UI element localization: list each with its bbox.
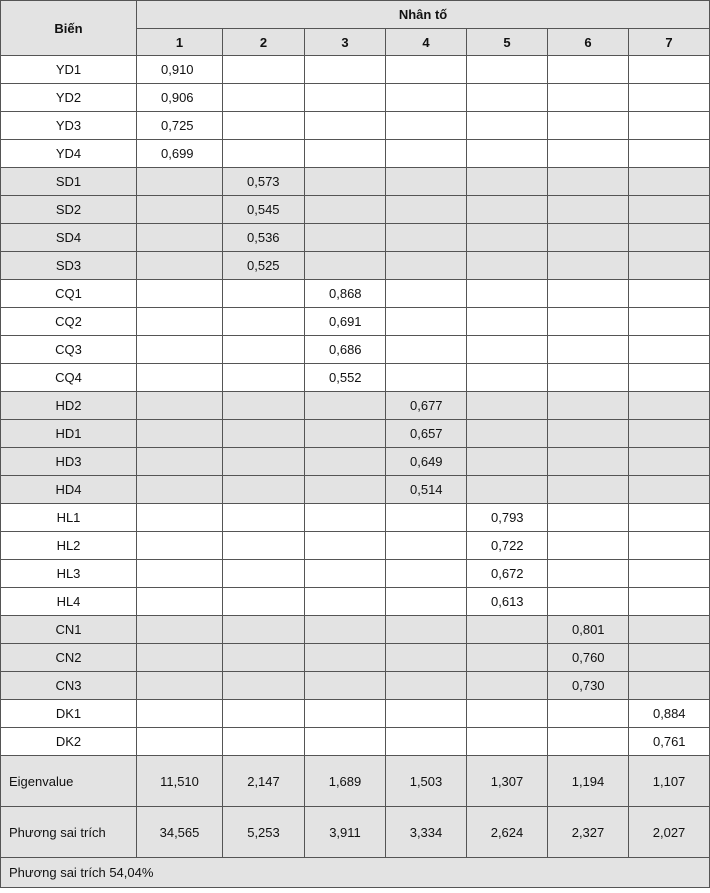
table-row — [1, 84, 710, 112]
empty-cell — [137, 644, 223, 672]
empty-cell — [137, 280, 223, 308]
summary-cell: 2,027 — [629, 807, 710, 858]
empty-cell — [137, 504, 223, 532]
variable-name: SD1 — [1, 168, 137, 196]
empty-cell — [548, 308, 629, 336]
summary-cell: 1,107 — [629, 756, 710, 807]
empty-cell — [629, 84, 710, 112]
empty-cell — [629, 252, 710, 280]
empty-cell — [548, 56, 629, 84]
variable-name: YD4 — [1, 140, 137, 168]
empty-cell — [467, 672, 548, 700]
empty-cell — [137, 364, 223, 392]
empty-cell — [223, 420, 305, 448]
empty-cell — [386, 700, 467, 728]
empty-cell — [386, 336, 467, 364]
empty-cell — [467, 196, 548, 224]
loading-value: 0,761 — [629, 728, 710, 756]
empty-cell — [386, 504, 467, 532]
empty-cell — [305, 448, 386, 476]
variable-name: CN2 — [1, 644, 137, 672]
empty-cell — [386, 252, 467, 280]
table-row — [1, 588, 710, 616]
table-row — [1, 700, 710, 728]
header-row-1 — [1, 1, 710, 29]
empty-cell — [548, 336, 629, 364]
empty-cell — [223, 504, 305, 532]
empty-cell — [137, 196, 223, 224]
empty-cell — [223, 140, 305, 168]
empty-cell — [629, 616, 710, 644]
empty-cell — [548, 476, 629, 504]
empty-cell — [467, 448, 548, 476]
loading-value: 0,657 — [386, 420, 467, 448]
table-row — [1, 616, 710, 644]
loading-value: 0,906 — [137, 84, 223, 112]
summary-row-eigenvalue — [1, 756, 710, 807]
loading-value: 0,677 — [386, 392, 467, 420]
empty-cell — [548, 392, 629, 420]
summary-cell: 1,194 — [548, 756, 629, 807]
empty-cell — [548, 364, 629, 392]
empty-cell — [629, 308, 710, 336]
summary-cell: 3,911 — [305, 807, 386, 858]
empty-cell — [386, 56, 467, 84]
table-row — [1, 56, 710, 84]
summary-label: Phương sai trích — [1, 807, 137, 858]
summary-cell: 2,327 — [548, 807, 629, 858]
loading-value: 0,801 — [548, 616, 629, 644]
variable-name: HD1 — [1, 420, 137, 448]
table-row — [1, 308, 710, 336]
nhanto-header: Nhân tố — [137, 1, 710, 29]
empty-cell — [137, 308, 223, 336]
table-row — [1, 252, 710, 280]
empty-cell — [386, 140, 467, 168]
empty-cell — [386, 364, 467, 392]
empty-cell — [137, 420, 223, 448]
empty-cell — [548, 84, 629, 112]
empty-cell — [305, 476, 386, 504]
empty-cell — [386, 672, 467, 700]
empty-cell — [467, 224, 548, 252]
factor-header: 3 — [305, 29, 386, 56]
empty-cell — [223, 588, 305, 616]
variable-name: HL2 — [1, 532, 137, 560]
factor-header: 5 — [467, 29, 548, 56]
factor-header: 1 — [137, 29, 223, 56]
empty-cell — [467, 336, 548, 364]
empty-cell — [548, 280, 629, 308]
empty-cell — [223, 364, 305, 392]
variable-name: CQ2 — [1, 308, 137, 336]
empty-cell — [467, 252, 548, 280]
empty-cell — [137, 252, 223, 280]
loading-value: 0,573 — [223, 168, 305, 196]
loading-value: 0,699 — [137, 140, 223, 168]
empty-cell — [305, 84, 386, 112]
empty-cell — [223, 336, 305, 364]
loading-value: 0,545 — [223, 196, 305, 224]
empty-cell — [305, 700, 386, 728]
empty-cell — [386, 728, 467, 756]
factor-header: 6 — [548, 29, 629, 56]
empty-cell — [137, 616, 223, 644]
empty-cell — [548, 112, 629, 140]
loading-value: 0,514 — [386, 476, 467, 504]
empty-cell — [305, 252, 386, 280]
empty-cell — [223, 616, 305, 644]
empty-cell — [629, 364, 710, 392]
empty-cell — [467, 280, 548, 308]
empty-cell — [548, 140, 629, 168]
empty-cell — [386, 532, 467, 560]
empty-cell — [223, 644, 305, 672]
loading-value: 0,884 — [629, 700, 710, 728]
table-row — [1, 196, 710, 224]
empty-cell — [548, 420, 629, 448]
empty-cell — [223, 392, 305, 420]
empty-cell — [223, 448, 305, 476]
bien-header: Biến — [1, 1, 137, 56]
empty-cell — [305, 504, 386, 532]
loading-value: 0,691 — [305, 308, 386, 336]
variable-name: YD1 — [1, 56, 137, 84]
empty-cell — [137, 700, 223, 728]
empty-cell — [305, 392, 386, 420]
table-row — [1, 672, 710, 700]
loading-value: 0,525 — [223, 252, 305, 280]
empty-cell — [548, 588, 629, 616]
empty-cell — [305, 56, 386, 84]
table-row — [1, 448, 710, 476]
empty-cell — [386, 588, 467, 616]
empty-cell — [629, 392, 710, 420]
footer-row — [1, 858, 710, 888]
empty-cell — [305, 420, 386, 448]
variable-name: HD2 — [1, 392, 137, 420]
empty-cell — [629, 420, 710, 448]
empty-cell — [548, 700, 629, 728]
summary-cell: 5,253 — [223, 807, 305, 858]
empty-cell — [548, 504, 629, 532]
empty-cell — [305, 644, 386, 672]
table-row — [1, 224, 710, 252]
empty-cell — [467, 700, 548, 728]
variable-name: SD2 — [1, 196, 137, 224]
empty-cell — [137, 168, 223, 196]
summary-cell: 1,689 — [305, 756, 386, 807]
empty-cell — [467, 392, 548, 420]
empty-cell — [305, 588, 386, 616]
empty-cell — [137, 532, 223, 560]
empty-cell — [467, 420, 548, 448]
empty-cell — [223, 728, 305, 756]
table-row — [1, 420, 710, 448]
empty-cell — [629, 140, 710, 168]
empty-cell — [386, 196, 467, 224]
empty-cell — [629, 644, 710, 672]
empty-cell — [223, 84, 305, 112]
factor-header: 2 — [223, 29, 305, 56]
empty-cell — [223, 560, 305, 588]
empty-cell — [137, 476, 223, 504]
empty-cell — [629, 588, 710, 616]
empty-cell — [629, 532, 710, 560]
empty-cell — [629, 476, 710, 504]
summary-label: Eigenvalue — [1, 756, 137, 807]
summary-cell: 1,503 — [386, 756, 467, 807]
empty-cell — [305, 112, 386, 140]
summary-cell: 2,147 — [223, 756, 305, 807]
table-row — [1, 336, 710, 364]
empty-cell — [305, 140, 386, 168]
empty-cell — [386, 168, 467, 196]
empty-cell — [629, 112, 710, 140]
empty-cell — [548, 560, 629, 588]
table-row — [1, 560, 710, 588]
loading-value: 0,722 — [467, 532, 548, 560]
loading-value: 0,672 — [467, 560, 548, 588]
empty-cell — [629, 504, 710, 532]
summary-cell: 11,510 — [137, 756, 223, 807]
empty-cell — [223, 308, 305, 336]
table-body — [1, 56, 710, 756]
loading-value: 0,613 — [467, 588, 548, 616]
empty-cell — [629, 196, 710, 224]
empty-cell — [548, 728, 629, 756]
empty-cell — [386, 308, 467, 336]
variable-name: CQ1 — [1, 280, 137, 308]
empty-cell — [305, 196, 386, 224]
empty-cell — [137, 448, 223, 476]
table-row — [1, 112, 710, 140]
table-row — [1, 280, 710, 308]
table-row — [1, 476, 710, 504]
summary-cell: 34,565 — [137, 807, 223, 858]
empty-cell — [305, 560, 386, 588]
empty-cell — [223, 280, 305, 308]
variable-name: YD3 — [1, 112, 137, 140]
summary-cell: 1,307 — [467, 756, 548, 807]
empty-cell — [467, 168, 548, 196]
table-row — [1, 140, 710, 168]
empty-cell — [467, 84, 548, 112]
table-row — [1, 532, 710, 560]
empty-cell — [629, 280, 710, 308]
empty-cell — [223, 56, 305, 84]
loading-value: 0,910 — [137, 56, 223, 84]
empty-cell — [223, 672, 305, 700]
variable-name: CN3 — [1, 672, 137, 700]
loading-value: 0,725 — [137, 112, 223, 140]
empty-cell — [137, 560, 223, 588]
empty-cell — [629, 224, 710, 252]
table-row — [1, 392, 710, 420]
variable-name: HL3 — [1, 560, 137, 588]
empty-cell — [467, 616, 548, 644]
variable-name: HD3 — [1, 448, 137, 476]
loading-value: 0,868 — [305, 280, 386, 308]
variable-name: HL1 — [1, 504, 137, 532]
empty-cell — [137, 336, 223, 364]
loading-value: 0,552 — [305, 364, 386, 392]
empty-cell — [548, 224, 629, 252]
variable-name: CN1 — [1, 616, 137, 644]
empty-cell — [467, 308, 548, 336]
variable-name: DK1 — [1, 700, 137, 728]
table-row — [1, 644, 710, 672]
table-row — [1, 364, 710, 392]
empty-cell — [467, 644, 548, 672]
loading-value: 0,536 — [223, 224, 305, 252]
empty-cell — [137, 728, 223, 756]
variable-name: HL4 — [1, 588, 137, 616]
empty-cell — [467, 728, 548, 756]
factor-header: 7 — [629, 29, 710, 56]
summary-cell: 2,624 — [467, 807, 548, 858]
empty-cell — [137, 672, 223, 700]
empty-cell — [629, 56, 710, 84]
variable-name: CQ3 — [1, 336, 137, 364]
variable-name: YD2 — [1, 84, 137, 112]
empty-cell — [137, 224, 223, 252]
table-row — [1, 728, 710, 756]
loading-value: 0,649 — [386, 448, 467, 476]
empty-cell — [629, 560, 710, 588]
summary-cell: 3,334 — [386, 807, 467, 858]
empty-cell — [629, 672, 710, 700]
variable-name: CQ4 — [1, 364, 137, 392]
empty-cell — [223, 532, 305, 560]
empty-cell — [467, 364, 548, 392]
variable-name: SD4 — [1, 224, 137, 252]
variable-name: DK2 — [1, 728, 137, 756]
loading-value: 0,793 — [467, 504, 548, 532]
empty-cell — [386, 616, 467, 644]
table-row — [1, 504, 710, 532]
empty-cell — [305, 532, 386, 560]
variable-name: HD4 — [1, 476, 137, 504]
empty-cell — [223, 476, 305, 504]
empty-cell — [137, 588, 223, 616]
empty-cell — [548, 168, 629, 196]
empty-cell — [629, 336, 710, 364]
empty-cell — [305, 728, 386, 756]
empty-cell — [386, 84, 467, 112]
empty-cell — [548, 196, 629, 224]
empty-cell — [223, 112, 305, 140]
empty-cell — [305, 616, 386, 644]
footer-note: Phương sai trích 54,04% — [1, 858, 710, 888]
empty-cell — [467, 112, 548, 140]
loading-value: 0,686 — [305, 336, 386, 364]
summary-row-variance — [1, 807, 710, 858]
factor-header: 4 — [386, 29, 467, 56]
empty-cell — [467, 56, 548, 84]
empty-cell — [305, 672, 386, 700]
empty-cell — [305, 224, 386, 252]
loading-value: 0,760 — [548, 644, 629, 672]
empty-cell — [548, 252, 629, 280]
empty-cell — [629, 168, 710, 196]
empty-cell — [386, 280, 467, 308]
empty-cell — [467, 476, 548, 504]
empty-cell — [386, 560, 467, 588]
loading-value: 0,730 — [548, 672, 629, 700]
empty-cell — [305, 168, 386, 196]
empty-cell — [386, 112, 467, 140]
empty-cell — [548, 448, 629, 476]
empty-cell — [223, 700, 305, 728]
empty-cell — [137, 392, 223, 420]
empty-cell — [467, 140, 548, 168]
empty-cell — [386, 224, 467, 252]
empty-cell — [629, 448, 710, 476]
empty-cell — [386, 644, 467, 672]
empty-cell — [548, 532, 629, 560]
variable-name: SD3 — [1, 252, 137, 280]
table-row — [1, 168, 710, 196]
